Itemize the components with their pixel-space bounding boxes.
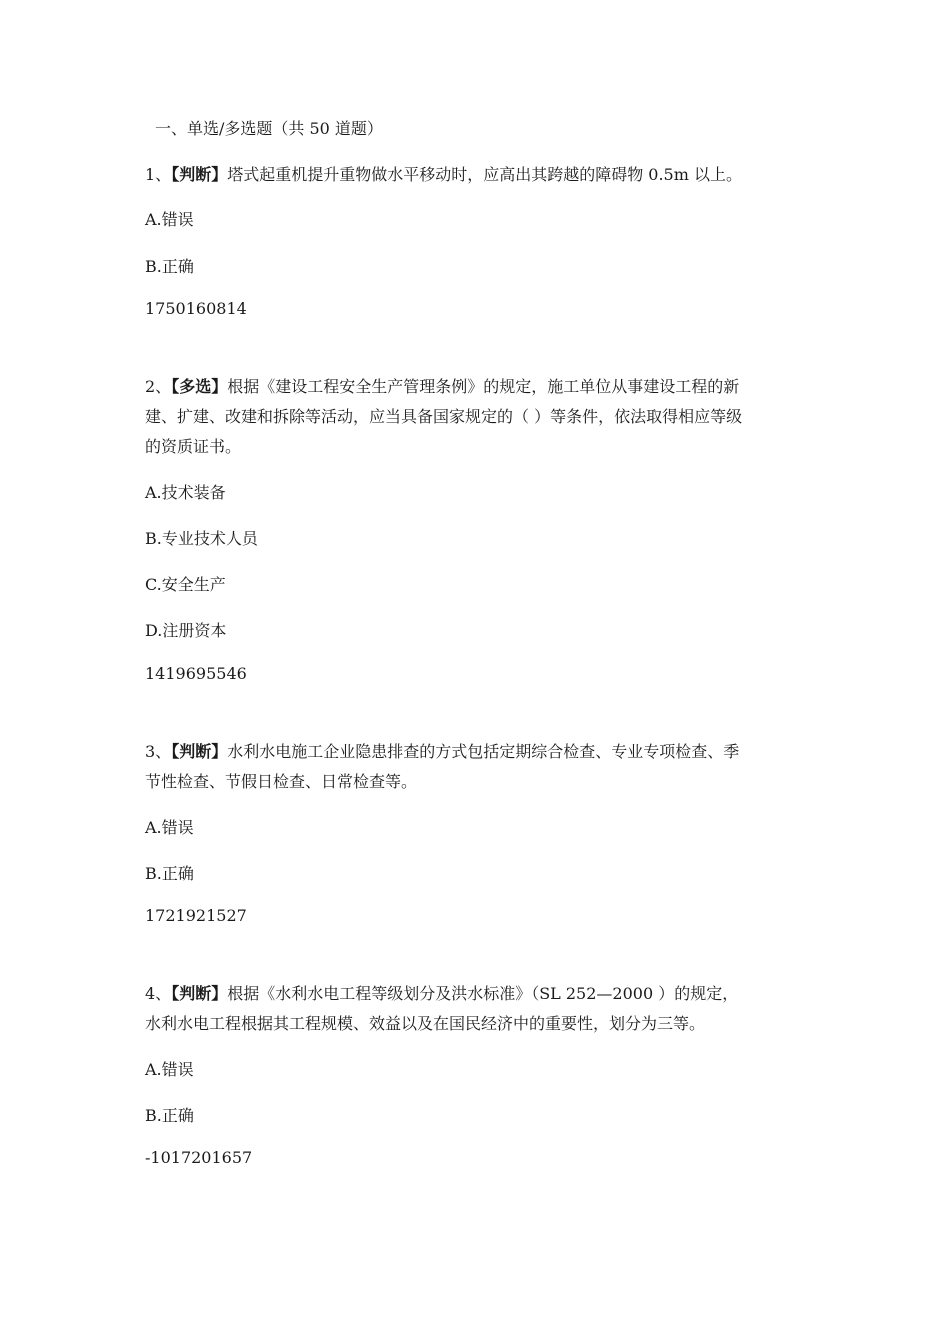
question-2-option-a: A.技术装备 <box>145 483 226 502</box>
question-1-code: 1750160814 <box>145 299 247 318</box>
question-4-number: 4、 <box>145 984 172 1003</box>
question-3-text: 水利水电施工企业隐患排查的方式包括定期综合检查、专业专项检查、季 <box>227 742 740 761</box>
question-2-code: 1419695546 <box>145 664 247 683</box>
question-3-number: 3、 <box>145 742 172 761</box>
question-1-tag: 【判断】 <box>171 165 228 184</box>
question-4-tag: 【判断】 <box>171 984 228 1003</box>
question-2-stem-line-3: 的资质证书。 <box>145 437 242 456</box>
question-2-stem-line-2: 建、扩建、改建和拆除等活动，应当具备国家规定的（ ）等条件，依法取得相应等级 <box>145 407 743 426</box>
question-1-option-a: A.错误 <box>145 210 194 229</box>
question-4-stem-line-2: 水利水电工程根据其工程规模、效益以及在国民经济中的重要性，划分为三等。 <box>145 1014 706 1033</box>
question-3-option-b: B.正确 <box>145 864 194 883</box>
question-4-text: 根据《水利水电工程等级划分及洪水标准》（SL 252—2000 ）的规定， <box>227 984 739 1003</box>
question-2-option-b: B.专业技术人员 <box>145 529 258 548</box>
question-2-option-d: D.注册资本 <box>145 621 227 640</box>
question-2-option-c: C.安全生产 <box>145 575 226 594</box>
question-3-option-a: A.错误 <box>145 818 194 837</box>
question-2-text: 根据《建设工程安全生产管理条例》的规定，施工单位从事建设工程的新 <box>227 377 740 396</box>
question-4-option-a: A.错误 <box>145 1060 194 1079</box>
question-4-option-b: B.正确 <box>145 1106 194 1125</box>
question-1-option-b: B.正确 <box>145 257 194 276</box>
question-4-code: -1017201657 <box>145 1148 253 1167</box>
question-2-tag: 【多选】 <box>171 377 228 396</box>
question-2-stem-line-1 <box>145 375 739 399</box>
question-2-number: 2、 <box>145 377 172 396</box>
question-1-number: 1、 <box>145 165 172 184</box>
question-1-stem-line-1 <box>145 163 742 187</box>
question-3-stem-line-2: 节性检查、节假日检查、日常检查等。 <box>145 772 418 791</box>
question-4-stem-line-1 <box>145 982 738 1006</box>
section-title: 一、单选/多选题（共 50 道题） <box>155 119 383 138</box>
question-3-tag: 【判断】 <box>171 742 228 761</box>
question-3-code: 1721921527 <box>145 906 247 925</box>
question-1-text: 塔式起重机提升重物做水平移动时，应高出其跨越的障碍物 0.5m 以上。 <box>227 165 742 184</box>
question-3-stem-line-1 <box>145 740 739 764</box>
